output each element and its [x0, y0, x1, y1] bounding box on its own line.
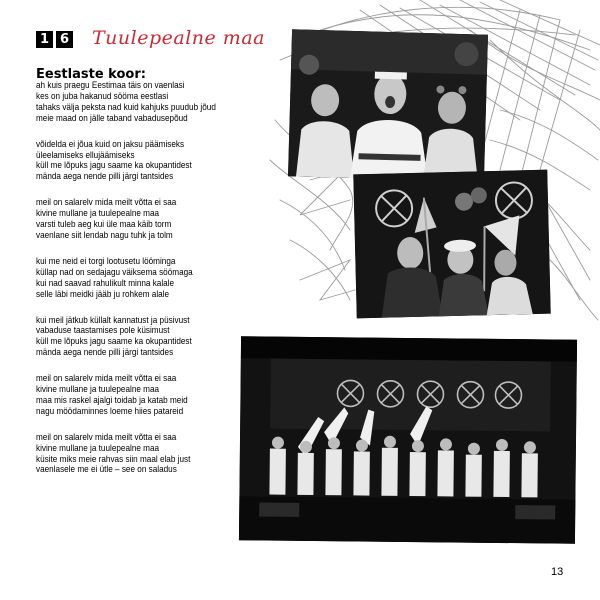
lyric-line: kui meil jätkub küllalt kannatust ja püsivust: [36, 314, 190, 326]
lyric-line: kui nad saavad rahulikult minna kalale: [36, 277, 175, 289]
lyric-line: meil on salarelv mida meilt võtta ei saa: [36, 431, 177, 443]
lyric-line: kivine mullane ja tuulepealne maa: [36, 208, 160, 220]
stanza: [36, 140, 276, 184]
lyric-line: vabaduse taastamises pole küsimust: [36, 325, 170, 337]
page-number: 13: [551, 566, 564, 578]
lyric-line: vaenlasele me ei ütle – see on saladus: [36, 464, 177, 476]
lyric-line: mända aega nende pilli järgi tantsides: [36, 171, 174, 183]
photo-stage: [239, 336, 577, 544]
lyric-line: selle läbi meidki jääb ju rohkem alale: [36, 288, 170, 300]
stanza: [36, 257, 276, 301]
track-number: [36, 31, 73, 48]
lyric-line: kivine mullane ja tuulepealne maa: [36, 384, 160, 396]
lyric-line: küsite miks meie rahvas siin maal elab just: [36, 453, 191, 465]
lyric-line: meie maad on jälle taband vabadusepõud: [36, 112, 188, 124]
lyric-line: tahaks välja peksta nad kuid kahjuks puudub jõud: [36, 101, 216, 113]
choir-label: Eestlaste koor:: [36, 67, 146, 82]
song-title: Tuulepealne maa: [92, 27, 265, 49]
lyric-line: kes on juba hakanud sööma eestlasi: [36, 90, 169, 102]
lyric-line: küllap nad on sedajagu väiksema söömaga: [36, 266, 193, 278]
lyric-line: üleelamiseks ellujäämiseks: [36, 149, 135, 161]
photo-singers: [288, 29, 488, 181]
lyric-line: vaenlane siit lendab nagu tuhk ja tolm: [36, 229, 173, 241]
lyric-line: kui me neid ei torgi lootusetu lööminga: [36, 255, 176, 267]
track-digit-2: 6: [56, 31, 73, 48]
lyric-line: kivine mullane ja tuulepealne maa: [36, 442, 160, 454]
lyric-line: varsti tuleb aeg kui üle maa käib torm: [36, 219, 172, 231]
photo-crowd: [353, 170, 550, 319]
lyric-line: maa mis raskel ajalgi toidab ja katab meid: [36, 394, 188, 406]
lyric-line: nagu möödaminnes loeme hiies patareid: [36, 405, 184, 417]
lyric-line: meil on salarelv mida meilt võtta ei saa: [36, 197, 177, 209]
lyric-line: küll me lõpuks jagu saame ka okupantidest: [36, 160, 192, 172]
stanza: [36, 198, 276, 242]
lyric-line: meil on salarelv mida meilt võtta ei saa: [36, 373, 177, 385]
lyric-line: võidelda ei jõua kuid on jaksu päämiseks: [36, 138, 185, 150]
lyric-line: küll me lõpuks jagu saame ka okupantidest: [36, 336, 192, 348]
lyric-line: ah kuis praegu Eestimaa täis on vaenlasi: [36, 80, 185, 91]
lyric-line: mända aega nende pilli järgi tantsides: [36, 347, 174, 359]
stanza: [36, 81, 276, 125]
track-digit-1: 1: [36, 31, 53, 48]
